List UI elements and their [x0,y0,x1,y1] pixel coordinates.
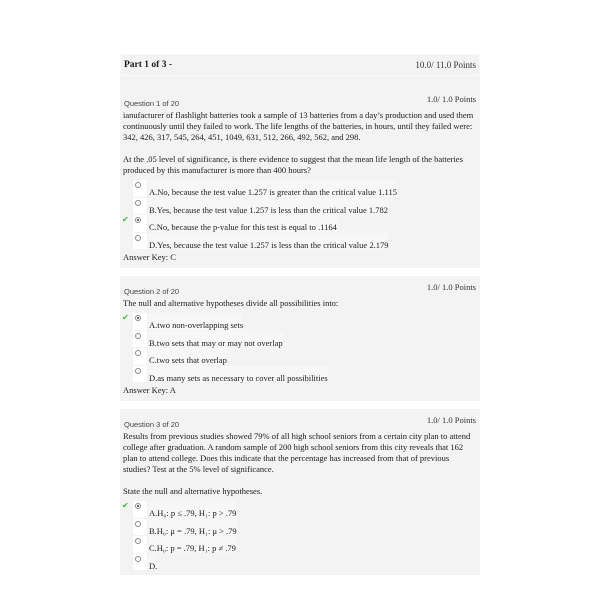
empty-check-slot [122,519,133,537]
option-label: A.H₀: p ≤ .79, H₁: p > .79 [149,501,236,518]
answer-options [122,313,478,383]
question-paragraph: State the null and alternative hypotheses. [123,486,263,496]
radio-button[interactable] [135,538,141,544]
radio-button[interactable] [135,217,141,223]
answer-option[interactable] [122,501,478,519]
question-number: Question 1 of 20 [124,99,180,108]
empty-check-slot [122,536,133,554]
part-header [120,54,480,76]
radio-cell[interactable] [133,554,147,571]
option-label: B.Yes, because the test value 1.257 is less than the critical value 1.782 [149,198,388,215]
radio-cell[interactable] [133,198,147,215]
question-list [120,88,480,575]
answer-option[interactable] [122,348,478,366]
radio-button[interactable] [135,235,141,241]
option-label: C.two sets that overlap [149,348,227,365]
question-block [120,409,480,575]
radio-cell[interactable] [133,536,147,553]
answer-options [122,180,478,250]
radio-cell[interactable] [133,331,147,348]
option-label: C.No, because the p-value for this test is equal to .1164 [149,215,337,232]
answer-option[interactable] [122,233,478,251]
answer-option[interactable] [122,215,478,233]
empty-check-slot [122,233,133,251]
empty-check-slot [122,180,133,198]
radio-cell[interactable] [133,501,147,518]
answer-key: Answer Key: C [123,252,176,262]
option-label: B.H₀: μ = .79, H₁: μ > .79 [149,519,237,536]
option-label: C.H₀: p = .79, H₁: p ≠ .79 [149,536,236,553]
question-points: 1.0/ 1.0 Points [426,282,476,292]
option-label: D.Yes, because the test value 1.257 is less than the critical value 2.179 [149,233,388,250]
radio-cell[interactable] [133,180,147,197]
radio-button[interactable] [135,315,141,321]
answer-key: Answer Key: A [123,385,176,395]
question-number: Question 3 of 20 [124,420,180,429]
radio-cell[interactable] [133,348,147,365]
question-block [120,88,480,268]
answer-option[interactable] [122,313,478,331]
checkmark-icon: ✔ [122,501,129,510]
radio-button[interactable] [135,503,141,509]
quiz-results-page [120,54,480,583]
empty-check-slot [122,366,133,384]
question-header [122,409,478,431]
checkmark-icon: ✔ [122,215,129,224]
radio-button[interactable] [135,200,141,206]
question-paragraph: The null and alternative hypotheses divide all possibilities into: [123,298,339,308]
question-paragraph: Results from previous studies showed 79% of all high school seniors from a certain city plan to attend college after graduation. A random sample of 200 high school seniors from this city reveals that 162 plan to attend college. Does this indicate that the percentage has increased from that of previous studies? Test at the 5% level of significance. [123,431,471,474]
answer-option[interactable] [122,180,478,198]
radio-cell[interactable] [133,519,147,536]
option-label: D.as many sets as necessary to cover all possibilities [149,366,328,383]
question-text [122,298,478,309]
question-header [122,276,478,298]
question-points: 1.0/ 1.0 Points [426,415,476,425]
option-label: B.two sets that may or may not overlap [149,331,283,348]
empty-check-slot [122,348,133,366]
question-points: 1.0/ 1.0 Points [426,94,476,104]
radio-button[interactable] [135,182,141,188]
empty-check-slot [122,331,133,349]
part-points: 10.0/ 11.0 Points [415,60,476,70]
radio-button[interactable] [135,350,141,356]
radio-button[interactable] [135,368,141,374]
question-paragraph: At the .05 level of significance, is there evidence to suggest that the mean life length of the batteries produced by this manufacturer is more than 400 hours? [123,154,463,175]
option-label: D. [149,554,157,571]
answer-option[interactable] [122,331,478,349]
answer-options [122,501,478,571]
question-header [122,88,478,110]
answer-option[interactable] [122,198,478,216]
option-label: A.No, because the test value 1.257 is greater than the critical value 1.115 [149,180,397,197]
radio-cell[interactable] [133,233,147,250]
spacer [120,76,480,88]
empty-check-slot [122,554,133,572]
question-text [122,110,478,176]
answer-option[interactable] [122,519,478,537]
answer-option[interactable] [122,536,478,554]
part-title: Part 1 of 3 - [124,60,173,70]
question-paragraph: ianufacturer of flashlight batteries took a sample of 13 batteries from a day’s production and used them continuously until they failed to work. The life lengths of the batteries, in hours, until they failed were: 342, 426, 317, 545, 264, 451, 1049, 631, 512, 266, 492, 562, and 298. [123,110,474,142]
checkmark-icon: ✔ [122,313,129,322]
question-block [120,276,480,401]
radio-button[interactable] [135,333,141,339]
question-text [122,431,478,497]
radio-cell[interactable] [133,215,147,232]
option-label: A.two non-overlapping sets [149,313,243,330]
empty-check-slot [122,198,133,216]
radio-button[interactable] [135,521,141,527]
answer-option[interactable] [122,366,478,384]
question-number: Question 2 of 20 [124,287,180,296]
answer-option[interactable] [122,554,478,572]
radio-cell[interactable] [133,366,147,383]
radio-cell[interactable] [133,313,147,330]
radio-button[interactable] [135,556,141,562]
